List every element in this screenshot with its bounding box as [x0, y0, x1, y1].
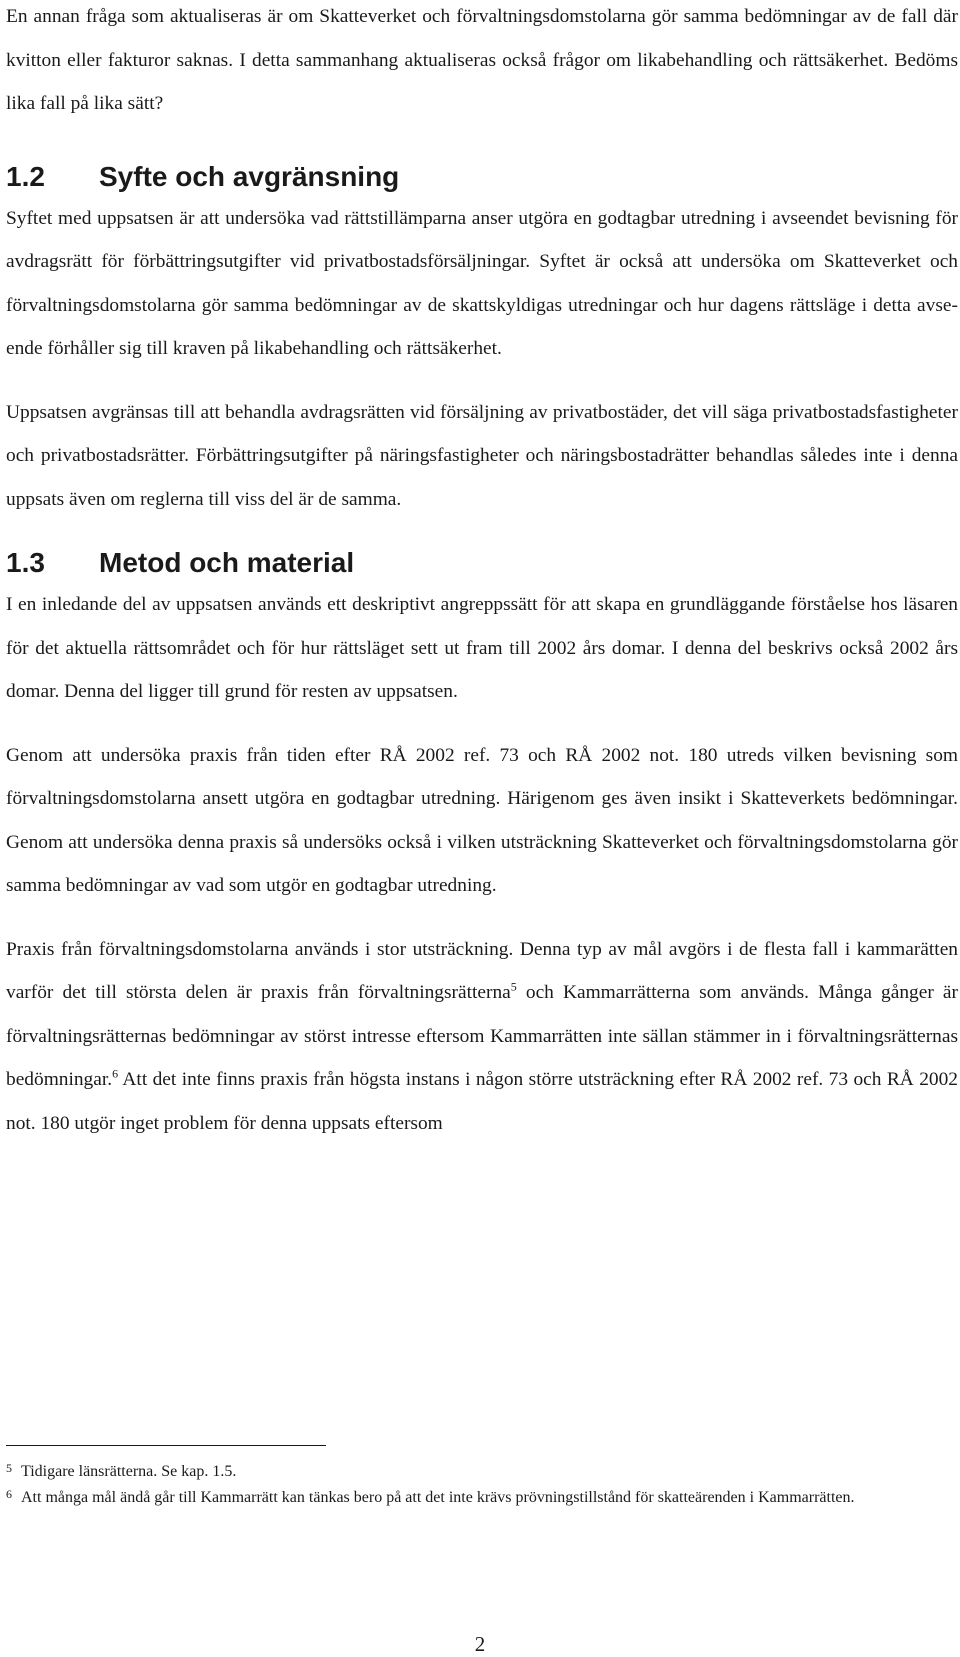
paragraph-text: och Kammarrätterna som används. Många gånger är förvaltningsrätternas bedömningar av störst intresse eftersom Kammarrätten inte sällan stämmer in i förvaltningsrätternas bedömningar. [6, 982, 958, 1090]
footnote [6, 1485, 941, 1511]
paragraph-method-intro: I en inledande del av uppsatsen används ett deskriptivt angreppssätt för att skapa en grundläggande förståelse hos läsaren för det aktuella rättsområdet och för hur rättsläget sett ut fram till 2002 års domar. I denna del beskrivs också 2002 års domar. Denna del ligger till grund för resten av uppsatsen. [6, 594, 958, 702]
footnote-text: Tidigare länsrätterna. Se kap. 1.5. [21, 1463, 237, 1480]
footnote-separator [6, 1445, 326, 1446]
section-heading-1-2 [6, 157, 958, 197]
section-heading-1-3 [6, 543, 958, 583]
footnote-text: Att många mål ändå går till Kammarrätt kan tänkas bero på att det inte krävs prövningstillstånd för skatteärenden i Kammarrätten. [21, 1489, 855, 1506]
paragraph-delimitation: Uppsatsen avgränsas till att behandla avdragsrätten vid försäljning av privatbostäder, det vill säga privatbostadsfastigheter och privatbostadsrätter. Förbättringsutgifter på näringsfastigheter och näringsbostadrätter behandlas således inte i denna uppsats även om reglerna till viss del är de samma. [6, 401, 958, 510]
paragraph-material [6, 928, 958, 1146]
footnote [6, 1459, 941, 1485]
section-title: Metod och material [99, 547, 355, 578]
section-number: 1.2 [6, 160, 45, 192]
paragraph-text: Att det inte finns praxis från högsta instans i någon större utsträckning efter RÅ 2002 ref. 73 och RÅ 2002 not. 180 utgör inget problem för denna uppsats eftersom [6, 1069, 958, 1134]
paragraph-method-praxis: Genom att undersöka praxis från tiden efter RÅ 2002 ref. 73 och RÅ 2002 not. 180 utreds vilken bevisning som förvaltningsdomstolarna ansett utgöra en godtagbar utredning. Härigenom ges även insikt i Skatteverkets bedömningar. Genom att undersöka denna praxis så undersöks också i vilken utsträckning Skatteverket och förvaltningsdomstolarna gör samma bedömningar av vad som utgör en godtagbar utredning. [6, 744, 958, 896]
paragraph-intro-question: En annan fråga som aktualiseras är om Skatteverket och förvaltningsdomstolarna gör samma bedömningar av de fall där kvitton eller fakturor saknas. I detta sammanhang aktualiseras också frågor om likabehandling och rättsäkerhet. Bedöms lika fall på lika sätt? [6, 6, 958, 114]
footnotes [6, 1459, 941, 1511]
footnote-number: 6 [6, 1487, 12, 1501]
footnote-reference[interactable]: 5 [510, 979, 517, 994]
footnote-reference[interactable]: 6 [112, 1066, 119, 1081]
section-title: Syfte och avgränsning [99, 160, 400, 192]
page-number: 2 [474, 1632, 486, 1656]
footnote-number: 5 [6, 1461, 12, 1475]
document-page [6, 0, 958, 1145]
section-number: 1.3 [6, 547, 45, 578]
paragraph-text: Praxis från förvaltningsdomstolarna används i stor utsträckning. Denna typ av mål avgörs i de flesta fall i kammarätten varför det till största delen är praxis från förvaltningsrätterna [6, 938, 958, 1003]
paragraph-purpose: Syftet med uppsatsen är att undersöka vad rättstillämparna anser utgöra en godtagbar utredning i avseendet bevisning för avdragsrätt för förbättringsutgifter vid privatbostadsförsäljningar. Syftet är också att undersöka om Skatteverket och förvaltningsdomstolarna gör samma bedömningar av de skattskyldigas utredningar och hur dagens rättsläge i detta avseende förhåller sig till kraven på likabehandling och rättsäkerhet. [6, 207, 958, 359]
